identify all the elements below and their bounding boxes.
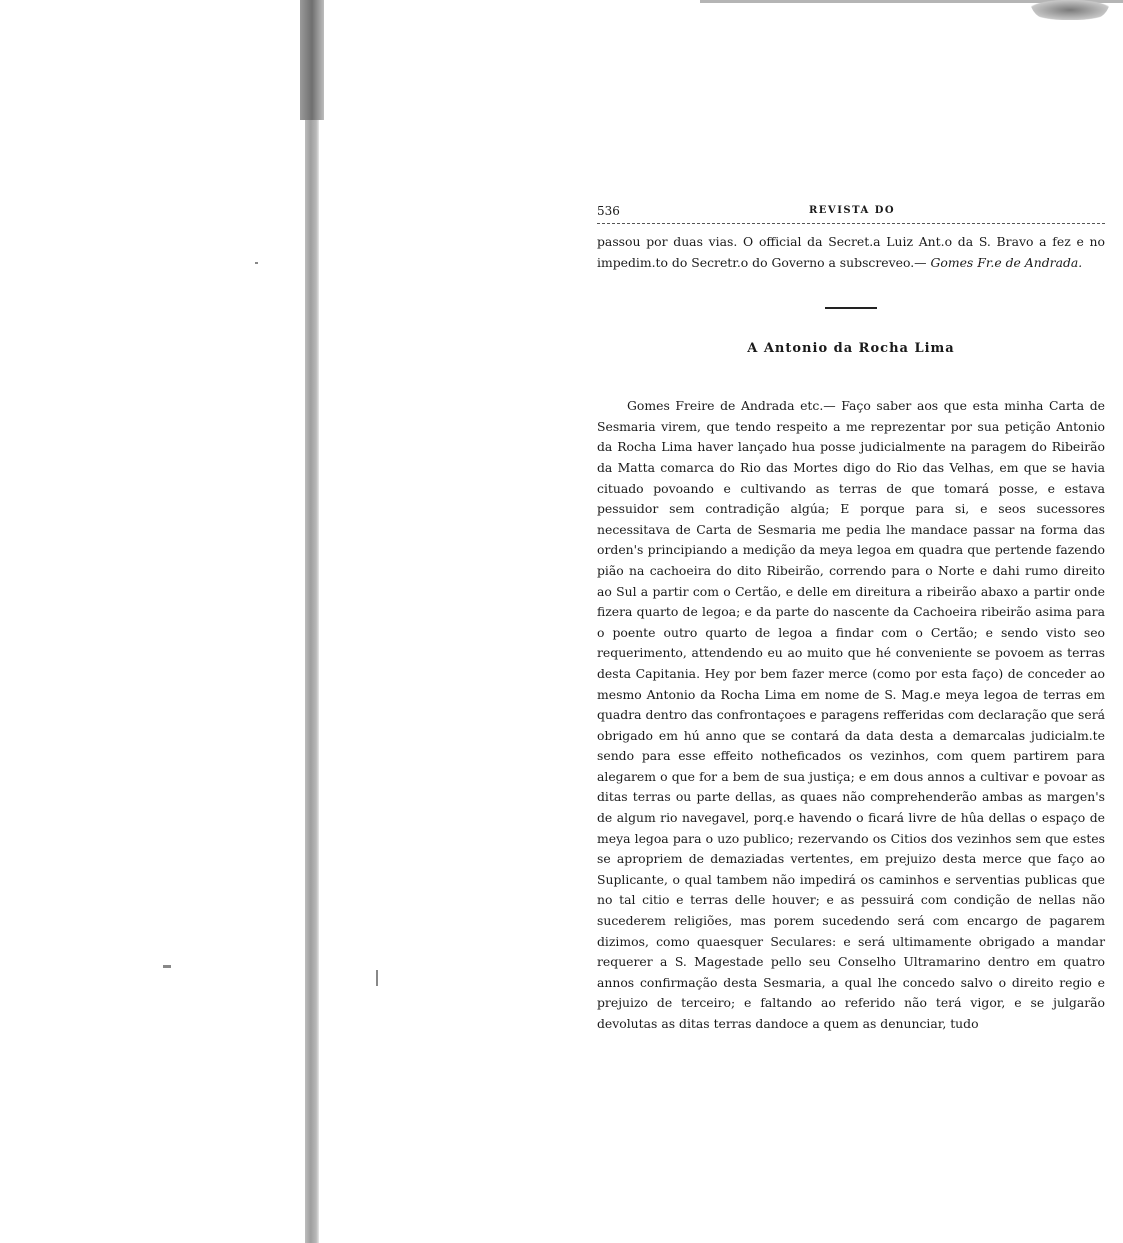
document-page bbox=[597, 200, 1105, 1035]
gutter-shadow bbox=[305, 0, 319, 1243]
main-paragraph: Gomes Freire de Andrada etc.— Faço saber aos que esta minha Carta de Sesmaria virem, que tendo respeito a me reprezentar por sua petição Antonio da Rocha Lima haver lançado hua posse judicialmente na paragem do Ribeirão da Matta comarca do Rio das Mortes digo do Rio das Velhas, em que se havia cituado povoando e cultivando as terras de que tomará posse, e estava pessuidor sem contradição algúa; E porque para si, e seos sucessores necessitava de Carta de Sesmaria me pedia lhe mandace passar na forma das orden's principiando a medição da meya legoa em quadra que pertende fazendo pião na cachoeira do dito Ribeirão, correndo para o Norte e dahi rumo direito ao Sul a partir com o Certão, e delle em direitura a ribeirão abaxo a partir onde fizera quarto de legoa; e da parte do nascente da Cachoeira ribeirão asima para o poente outro quarto de legoa a findar com o Certão; e sendo visto seo requerimento, attendendo eu ao muito que hé conveniente se povoem as terras desta Capitania. Hey por bem fazer merce (como por esta faço) de conceder ao mesmo Antonio da Rocha Lima em nome de S. Mag.e meya legoa de terras em quadra dentro das confrontaçoes e paragens refferidas com declaração que será obrigado em hú anno que se contará da data desta a demarcalas judicialm.te sendo para esse effeito notheficados os vezinhos, com quem partirem para alegarem o que for a bem de sua justiça; e em dous annos a cultivar e povoar as ditas terras ou parte dellas, as quaes não comprehenderão ambas as margen's de algum rio navegavel, porq.e havendo o ficará livre de hûa dellas o espaço de meya legoa para o uzo publico; rezervando os Citios dos vezinhos sem que estes se apropriem de demaziadas vertentes, em prejuizo desta merce que faço ao Suplicante, o qual tambem não impedirá os caminhos e serventias publicas que no tal citio e terras delle houver; e as pessuirá com condição de nellas não sucederem religiões, mas porem sucedendo será com encargo de pagarem dizimos, como quaesquer Seculares: e será ultimamente obrigado a mandar requerer a S. Magestade pello seu Conselho Ultramarino dentro em quatro annos confirmação desta Sesmaria, a qual lhe concedo salvo o direito regio e prejuizo de terceiro; e faltando ao referido não terá vigor, e se julgarão devolutas as ditas terras dandoce a quem as denunciar, tudo bbox=[597, 398, 1105, 1031]
signature: Gomes Fr.e de Andrada. bbox=[930, 254, 1083, 270]
header-rule bbox=[597, 223, 1105, 224]
ink-blot bbox=[1030, 0, 1110, 20]
scan-speck bbox=[376, 970, 378, 986]
gutter-shadow-top bbox=[300, 0, 324, 120]
running-title: REVISTA DO bbox=[809, 205, 896, 216]
section-divider bbox=[825, 307, 877, 309]
running-head bbox=[597, 200, 1105, 222]
section-title: A Antonio da Rocha Lima bbox=[747, 341, 955, 357]
scan-speck bbox=[255, 262, 258, 264]
page-number: 536 bbox=[597, 204, 620, 218]
scan-speck bbox=[163, 965, 171, 968]
continuation-text: passou por duas vias. O official da Secret.a Luiz Ant.o da S. Bravo a fez e no impedim.to do Secretr.o do Governo a subscreveo.— bbox=[597, 234, 1105, 270]
continuation-paragraph bbox=[597, 232, 1105, 273]
